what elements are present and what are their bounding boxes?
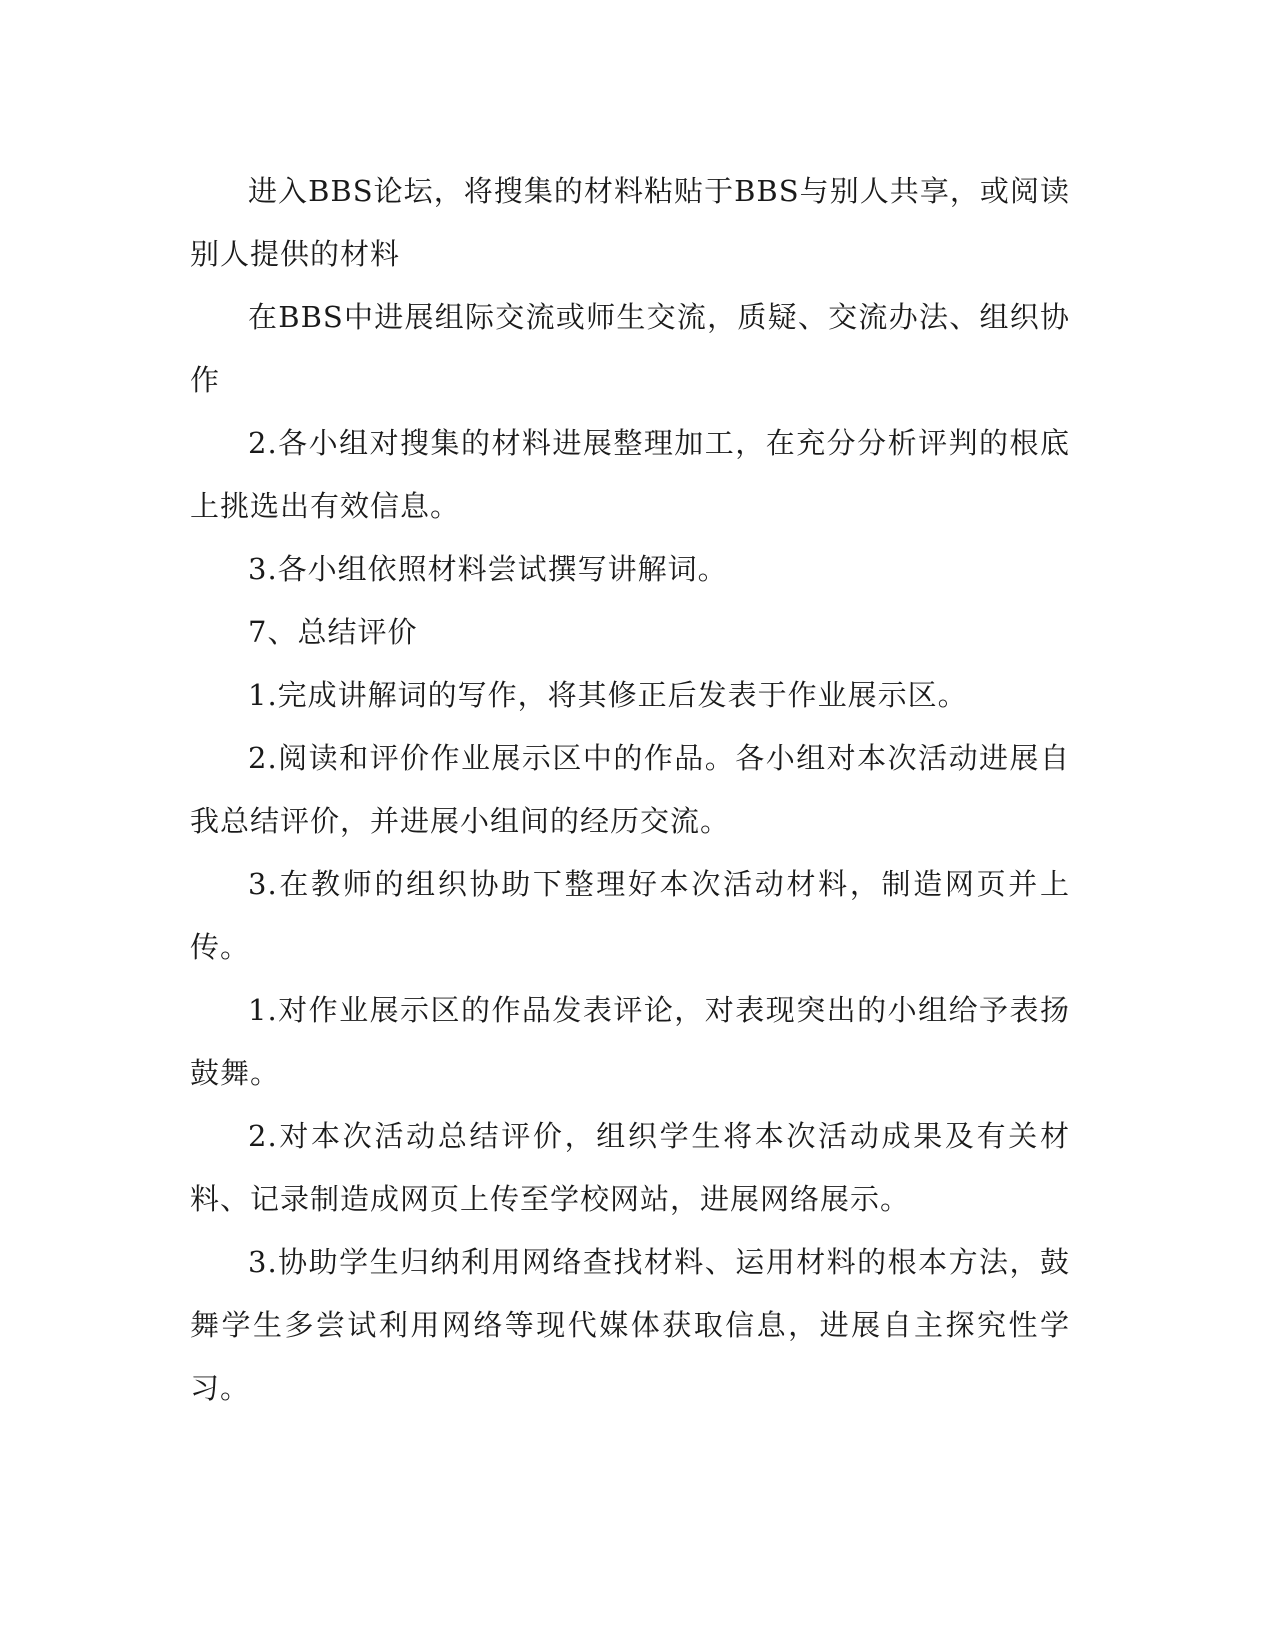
- paragraph: 3.在教师的组织协助下整理好本次活动材料，制造网页并上传。: [190, 867, 1070, 964]
- paragraph: 进入BBS论坛，将搜集的材料粘贴于BBS与别人共享，或阅读别人提供的材料: [190, 174, 1070, 271]
- paragraph: 1.对作业展示区的作品发表评论，对表现突出的小组给予表扬鼓舞。: [190, 993, 1070, 1090]
- paragraph: 在BBS中进展组际交流或师生交流，质疑、交流办法、组织协作: [190, 300, 1070, 397]
- section-heading: 7、总结评价: [248, 615, 418, 649]
- paragraph: 2.对本次活动总结评价，组织学生将本次活动成果及有关材料、记录制造成网页上传至学校网站，进展网络展示。: [190, 1119, 1070, 1216]
- paragraph: 3.各小组依照材料尝试撰写讲解词。: [248, 552, 728, 586]
- paragraph: 2.各小组对搜集的材料进展整理加工，在充分分析评判的根底上挑选出有效信息。: [190, 426, 1070, 523]
- document-body: [190, 160, 1070, 1420]
- paragraph: 3.协助学生归纳利用网络查找材料、运用材料的根本方法，鼓舞学生多尝试利用网络等现代媒体获取信息，进展自主探究性学习。: [190, 1245, 1070, 1405]
- paragraph: 1.完成讲解词的写作，将其修正后发表于作业展示区。: [248, 678, 968, 712]
- paragraph: 2.阅读和评价作业展示区中的作品。各小组对本次活动进展自我总结评价，并进展小组间的经历交流。: [190, 741, 1070, 838]
